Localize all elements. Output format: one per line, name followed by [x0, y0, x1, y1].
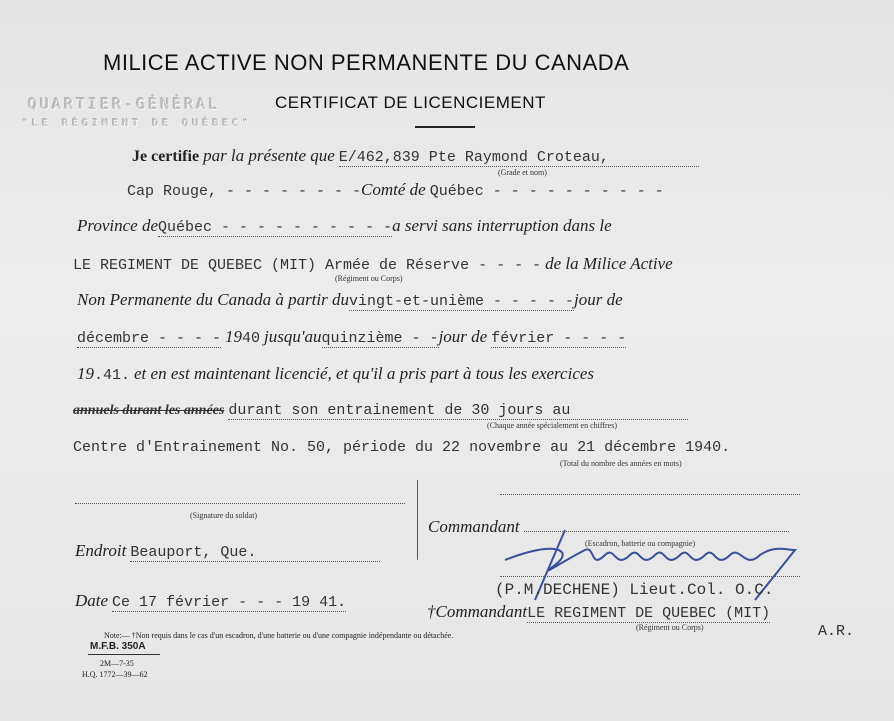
line-regiment: [73, 254, 673, 274]
line-town: [127, 180, 664, 200]
training-centre: Centre d'Entrainement No. 50, période du 22 novembre au 21 décembre 1940.: [73, 439, 731, 456]
ar-label: A.R.: [818, 623, 855, 640]
servi-text: a servi sans interruption dans le: [392, 216, 612, 235]
dotted-line: [500, 576, 800, 577]
officer-name: (P.M.DECHENE) Lieut.Col. O.C.: [495, 581, 774, 599]
jusqu-label: jusqu'au: [264, 327, 322, 346]
total-caption: (Total du nombre des années en mots): [560, 459, 682, 468]
footnote: Note:— †Non requis dans le cas d'un escadron, d'une batterie ou d'une compagnie indépendante ou détachée.: [104, 631, 454, 640]
je-certifie-label: Je certifie: [132, 148, 200, 165]
end-month: février - - - -: [491, 330, 627, 347]
comte-label: Comté de: [361, 180, 426, 199]
endroit: Beauport, Que.: [130, 544, 380, 562]
non-perm-text: Non Permanente du Canada à partir du: [77, 290, 349, 309]
county: Québec - - - - - - - - - -: [429, 183, 664, 200]
training: durant son entrainement de 30 jours au: [228, 402, 688, 420]
jour-de-label-2: jour de: [438, 327, 488, 346]
province: Québec - - - - - - - - - -: [158, 219, 393, 236]
commandant2-label: †Commandant: [427, 602, 528, 621]
start-day: vingt-et-unième - - - - -: [349, 293, 575, 310]
jour-de-label: jour de: [574, 290, 623, 309]
dotted-line: [500, 494, 800, 495]
embossed-seal-line2: "LE RÉGIMENT DE QUÉBEC": [22, 118, 253, 129]
certify-text: par la présente que: [203, 146, 335, 165]
line-dates: [77, 327, 626, 348]
start-year: 40: [242, 330, 261, 347]
line-training: [73, 401, 688, 420]
form-number: M.F.B. 350A: [88, 641, 160, 655]
document-title: MILICE ACTIVE NON PERMANENTE DU CANADA: [103, 50, 630, 75]
signature-line: [75, 503, 405, 504]
line-commandant-regiment: [427, 602, 770, 623]
milice-text: de la Milice Active: [545, 254, 673, 273]
town: Cap Rouge, - - - - - - - -: [127, 183, 362, 200]
commandant-label: Commandant: [428, 517, 520, 536]
line-certify: [132, 146, 699, 167]
escadron-caption: (Escadron, batterie ou compagnie): [585, 539, 696, 548]
embossed-seal-line1: QUARTIER-GÉNÉRAL: [28, 95, 221, 113]
commandant-regiment: LE REGIMENT DE QUEBEC (MIT): [527, 605, 771, 622]
grade-caption: (Grade et nom): [498, 168, 547, 177]
line-start: [77, 290, 623, 311]
regiment-caption-2: (Régiment ou Corps): [636, 623, 704, 632]
title-divider: [415, 126, 475, 128]
regiment-caption: (Régiment ou Corps): [335, 274, 403, 283]
province-label: Province de: [77, 216, 159, 235]
end-year-prefix: 19: [77, 364, 94, 383]
print-code-2: H.Q. 1772—39—62: [82, 670, 148, 679]
start-month: décembre - - - -: [77, 330, 222, 347]
struck-text: annuels durant les années: [73, 403, 225, 418]
line-licencie: [77, 364, 594, 384]
end-day: quinzième - -: [321, 330, 439, 347]
chaque-caption: (Chaque année spécialement en chiffres): [487, 421, 618, 430]
print-code-1: 2M—7-35: [100, 659, 134, 668]
licencie-text: et en est maintenant licencié, et qu'il a pris part à tous les exercices: [134, 364, 595, 383]
line-date: [75, 591, 346, 612]
date-label: Date: [75, 591, 109, 610]
bracket: [417, 480, 418, 560]
endroit-label: Endroit: [75, 541, 127, 560]
regiment: LE REGIMENT DE QUEBEC (MIT) Armée de Réserve - - - -: [73, 257, 542, 274]
end-year: .41.: [94, 367, 131, 384]
document-subtitle: CERTIFICAT DE LICENCIEMENT: [275, 93, 546, 112]
signature-caption: (Signature du soldat): [190, 511, 258, 520]
line-province: [77, 216, 612, 237]
line-endroit: [75, 541, 380, 562]
date: Ce 17 février - - - 19 41.: [112, 594, 347, 611]
soldier-name: E/462,839 Pte Raymond Croteau,: [339, 149, 699, 167]
start-year-prefix: 19: [225, 327, 243, 346]
